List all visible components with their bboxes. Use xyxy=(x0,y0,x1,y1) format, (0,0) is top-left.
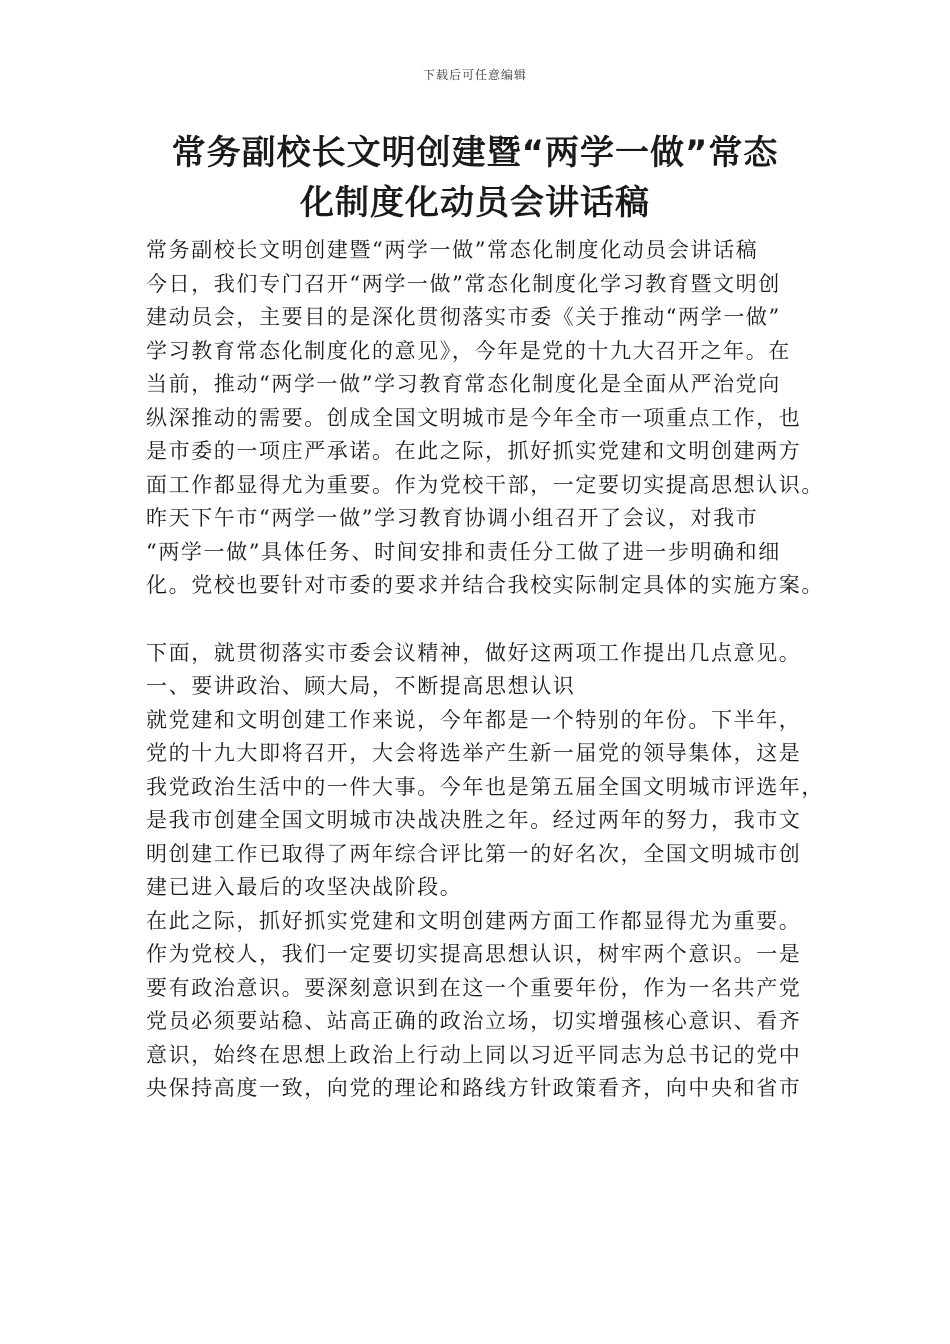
text-line: 化。党校也要针对市委的要求并结合我校实际制定具体的实施方案。 xyxy=(146,573,824,597)
text-line: 作为党校人，我们一定要切实提高思想认识，树牢两个意识。一是 xyxy=(146,942,802,966)
text-line: 党员必须要站稳、站高正确的政治立场，切实增强核心意识、看齐 xyxy=(146,1009,802,1033)
subtitle-paragraph: 常务副校长文明创建暨“两学一做”常态化制度化动员会讲话稿 xyxy=(146,238,759,262)
paragraph-awareness xyxy=(146,905,818,1106)
paragraph-intro xyxy=(146,268,824,503)
paragraph-year xyxy=(146,704,824,905)
text-line: 就党建和文明创建工作来说，今年都是一个特别的年份。下半年， xyxy=(146,707,802,732)
text-line: 学习教育常态化制度化的意见》，今年是党的十九大召开之年。在 xyxy=(146,338,791,363)
text-line: 建已进入最后的攻坚决战阶段。 xyxy=(146,875,463,899)
text-line: 面工作都显得尤为重要。作为党校干部，一定要切实提高思想认识。 xyxy=(146,472,824,497)
text-line: “两学一做”具体任务、时间安排和责任分工做了进一步明确和细 xyxy=(146,539,781,564)
text-line: 央保持高度一致，向党的理论和路线方针政策看齐，向中央和省市 xyxy=(146,1076,802,1100)
text-line: 今日，我们专门召开“两学一做”常态化制度化学习教育暨文明创 xyxy=(146,271,781,296)
blank-line xyxy=(146,603,818,637)
section-heading-1: 一、要讲政治、顾大局，不断提高思想认识 xyxy=(146,674,576,698)
text-line: 我党政治生活中的一件大事。今年也是第五届全国文明城市评选年， xyxy=(146,774,824,799)
text-line: 纵深推动的需要。创成全国文明城市是今年全市一项重点工作，也 xyxy=(146,405,802,430)
text-line: 党的十九大即将召开，大会将选举产生新一届党的领导集体，这是 xyxy=(146,741,802,765)
text-line: 意识，始终在思想上政治上行动上同以习近平同志为总书记的党中 xyxy=(146,1042,802,1067)
text-line: 建动员会，主要目的是深化贯彻落实市委《关于推动“两学一做” xyxy=(146,305,781,329)
title-line-2: 化制度化动员会讲话稿 xyxy=(300,183,650,223)
text-line: 明创建工作已取得了两年综合评比第一的好名次，全国文明城市创 xyxy=(146,841,802,866)
text-line: 要有政治意识。要深刻意识到在这一个重要年份，作为一名共产党 xyxy=(146,975,802,1000)
text-line: 当前，推动“两学一做”学习教育常态化制度化是全面从严治党向 xyxy=(146,372,781,396)
text-line: 在此之际，抓好抓实党建和文明创建两方面工作都显得尤为重要。 xyxy=(146,908,802,933)
text-line: 昨天下午市“两学一做”学习教育协调小组召开了会议，对我市 xyxy=(146,506,759,530)
paragraph-opinions: 下面，就贯彻落实市委会议精神，做好这两项工作提出几点意见。 xyxy=(146,640,802,665)
paragraph-meeting xyxy=(146,502,824,603)
header-note: 下载后可任意编辑 xyxy=(422,68,527,82)
title-line-1: 常务副校长文明创建暨“两学一做”常态 xyxy=(171,133,779,173)
text-line: 是我市创建全国文明城市决战决胜之年。经过两年的努力，我市文 xyxy=(146,808,802,832)
document-body xyxy=(146,234,824,1106)
text-line: 是市委的一项庄严承诺。在此之际，抓好抓实党建和文明创建两方 xyxy=(146,439,802,463)
document-title xyxy=(120,128,830,228)
